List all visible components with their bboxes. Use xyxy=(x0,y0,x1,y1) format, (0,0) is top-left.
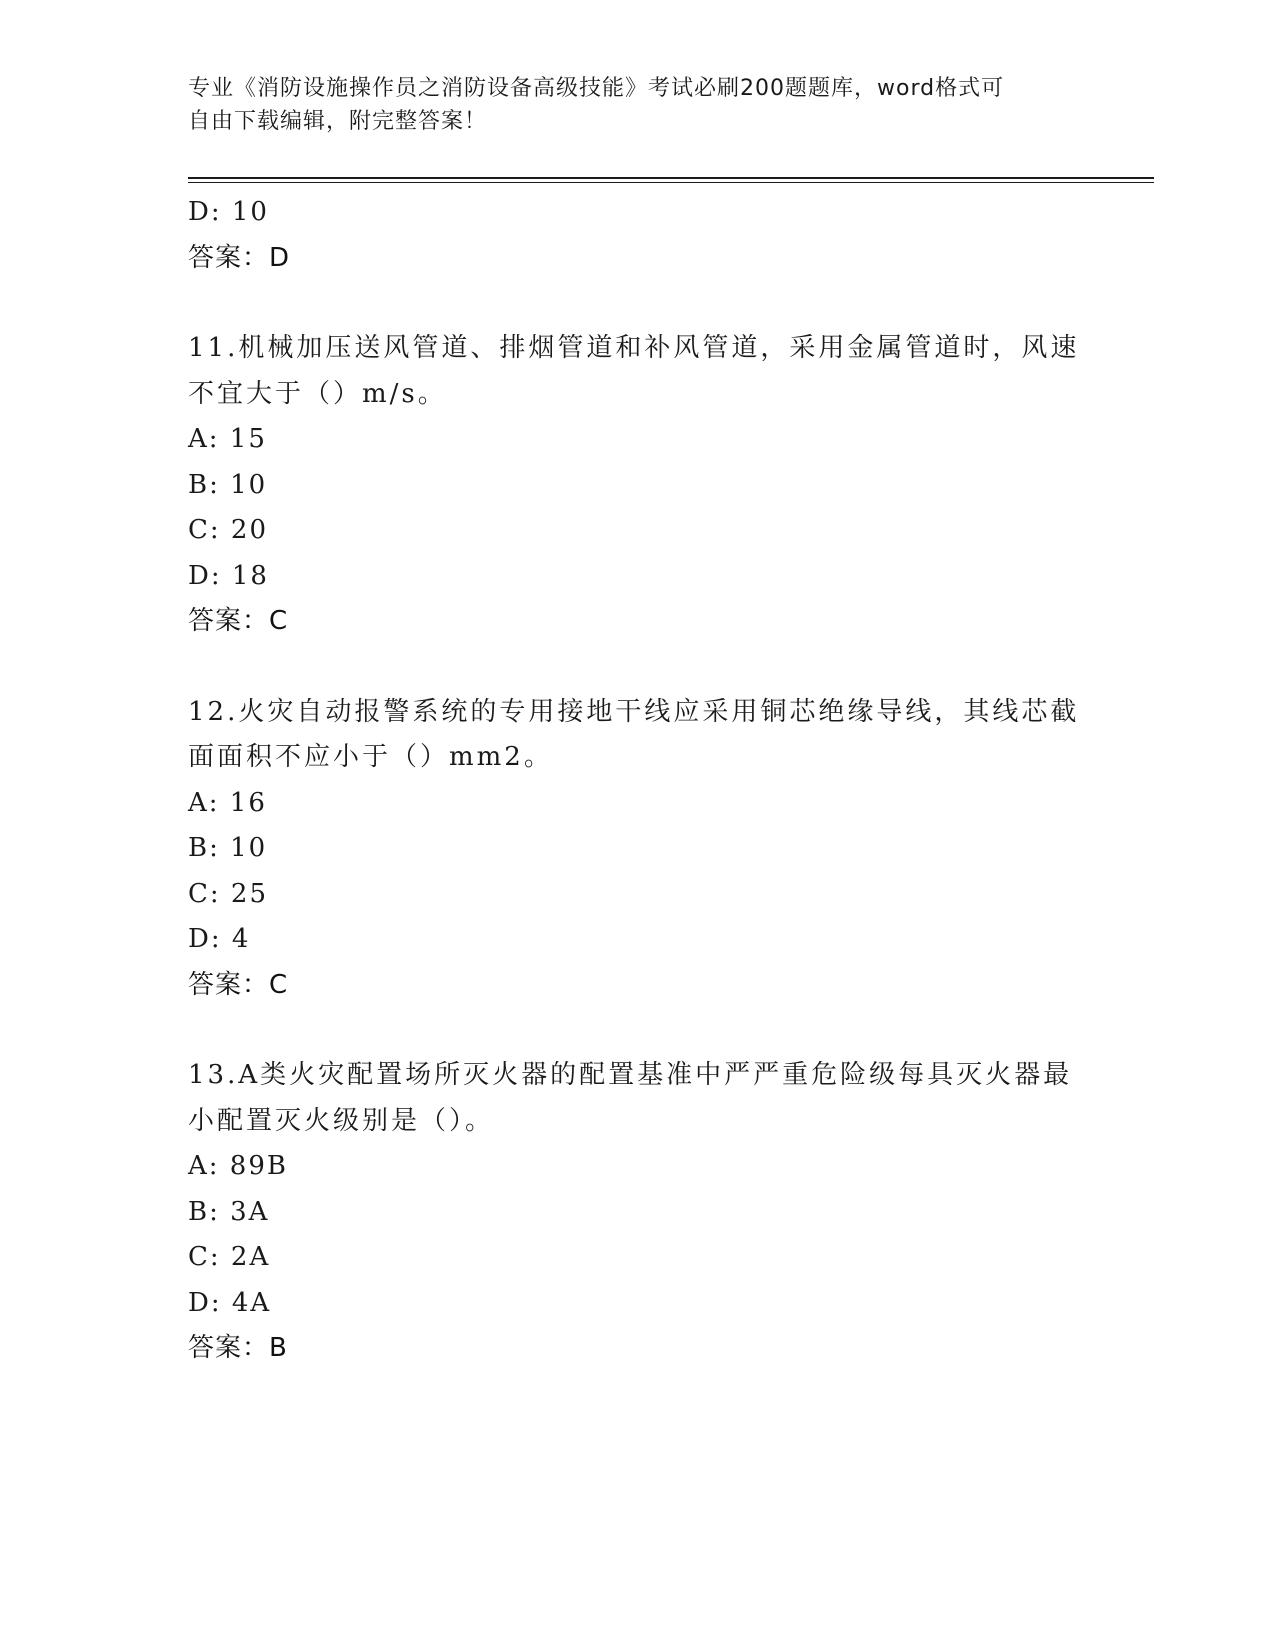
option-c: C: 20 xyxy=(188,515,269,545)
header-divider-thin xyxy=(188,182,1154,183)
question-list xyxy=(188,190,1088,1372)
question-13 xyxy=(188,1053,1088,1372)
question-text-line-2: 面面积不应小于（）mm2。 xyxy=(188,742,553,772)
option-a: A: 89B xyxy=(188,1151,288,1181)
answer: 答案：C xyxy=(188,969,289,1000)
option-d: D: 18 xyxy=(188,560,269,591)
prev-answer: 答案：D xyxy=(188,242,291,273)
option-c: C: 25 xyxy=(188,878,269,909)
question-text-line-1: 13.A类火灾配置场所灭火器的配置基准中严严重危险级每具灭火器最 xyxy=(188,1060,1073,1090)
option-d: D: 4A xyxy=(188,1287,272,1318)
option-a: A: 15 xyxy=(188,424,267,454)
question-11 xyxy=(188,326,1088,645)
header-line-1: 专业《消防设施操作员之消防设备高级技能》考试必刷200题题库，word格式可 xyxy=(188,76,1005,101)
option-a: A: 16 xyxy=(188,787,267,818)
answer: 答案：B xyxy=(188,1333,288,1363)
question-text-line-2: 不宜大于（）m/s。 xyxy=(188,378,447,409)
header-line-2: 自由下载编辑，附完整答案！ xyxy=(188,109,488,134)
option-c: C: 2A xyxy=(188,1242,271,1272)
option-b: B: 10 xyxy=(188,469,268,500)
header-divider xyxy=(188,177,1154,179)
question-text-line-2: 小配置灭火级别是（）。 xyxy=(188,1105,495,1136)
question-12 xyxy=(188,690,1088,1009)
option-b: B: 10 xyxy=(188,833,268,863)
question-text-line-1: 12.火灾自动报警系统的专用接地干线应采用铜芯绝缘导线，其线芯截 xyxy=(188,696,1080,727)
answer: 答案：C xyxy=(188,606,289,636)
question-text-line-1: 11.机械加压送风管道、排烟管道和补风管道，采用金属管道时，风速 xyxy=(188,333,1080,363)
prev-option-d: D: 10 xyxy=(188,197,269,227)
page-header xyxy=(188,72,1088,138)
option-b: B: 3A xyxy=(188,1196,270,1227)
option-d: D: 4 xyxy=(188,924,251,954)
